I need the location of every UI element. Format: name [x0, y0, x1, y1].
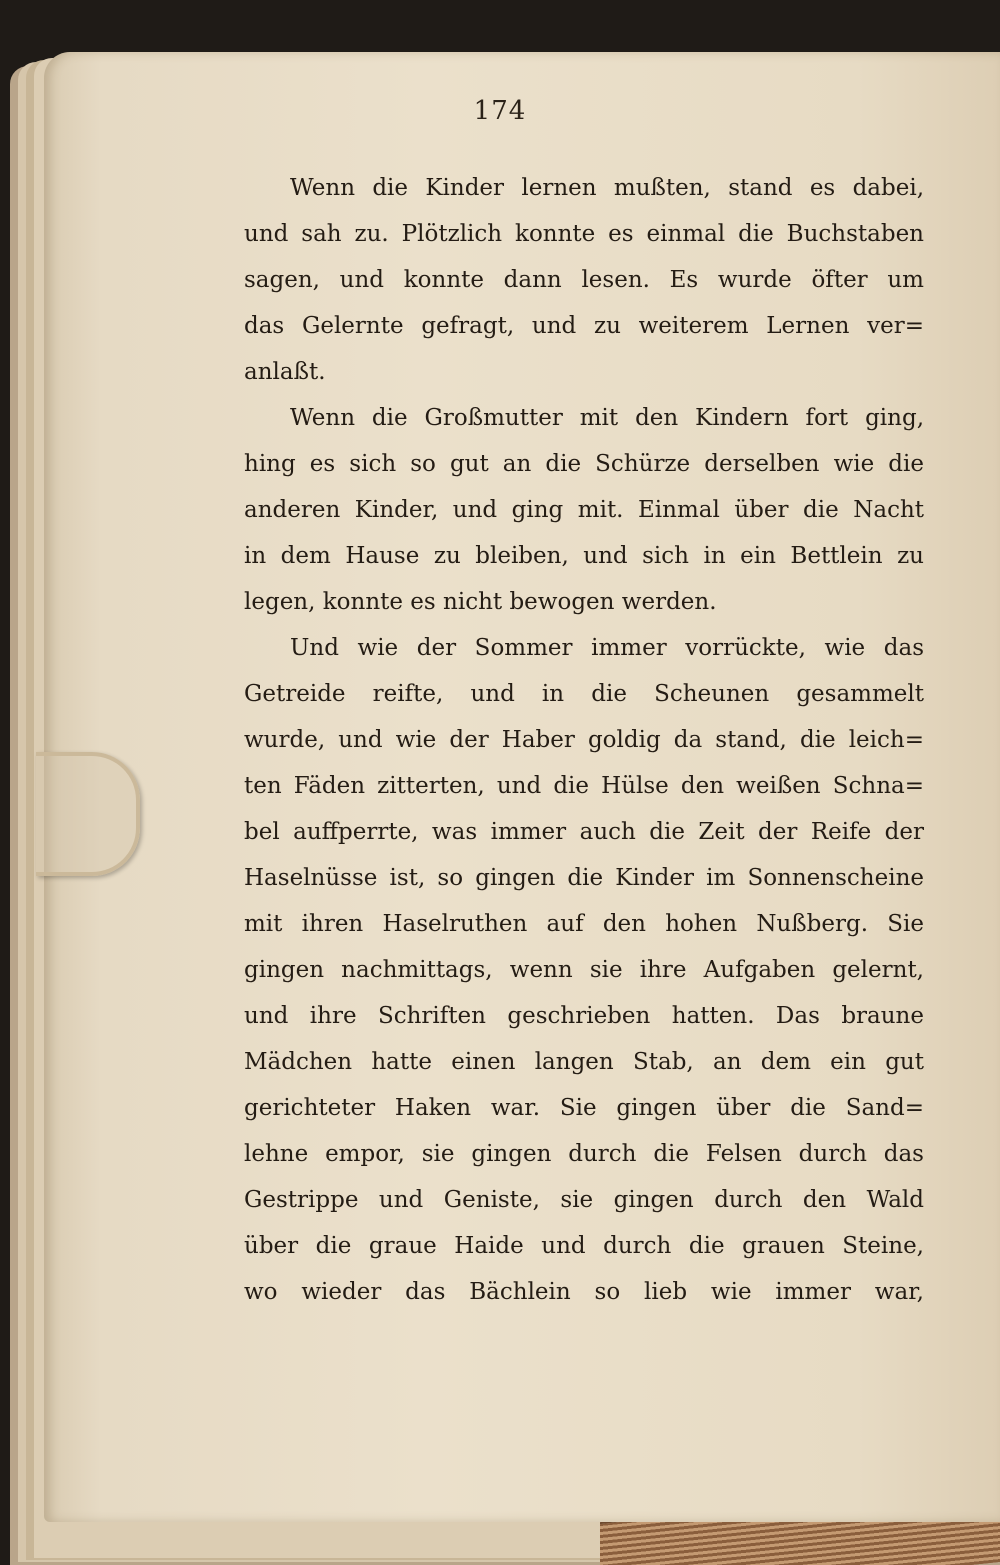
text-line: legen, konnte es nicht bewogen werden. — [244, 589, 717, 615]
text-line: Mädchen hatte einen langen Stab, an dem ein gut — [244, 1049, 924, 1075]
text-line: über die graue Haide und durch die grauen Steine, — [244, 1233, 924, 1259]
text-line: ten Fäden zitterten, und die Hülse den weißen Schna= — [244, 773, 924, 799]
text-line: das Gelernte gefragt, und zu weiterem Lernen ver= — [244, 313, 924, 339]
text-line: und ihre Schriften geschrieben hatten. Das braune — [244, 1003, 924, 1029]
text-line: wo wieder das Bächlein so lieb wie immer war, — [244, 1279, 924, 1305]
text-line: Wenn die Kinder lernen mußten, stand es dabei, — [290, 175, 924, 201]
text-line: Wenn die Großmutter mit den Kindern fort ging, — [290, 405, 924, 431]
text-line: Haselnüsse ist, so gingen die Kinder im Sonnenscheine — [244, 865, 924, 891]
text-line: anlaßt. — [244, 359, 326, 385]
text-line: Getreide reifte, und in die Scheunen gesammelt — [244, 681, 924, 707]
text-line: anderen Kinder, und ging mit. Einmal über die Nacht — [244, 497, 924, 523]
text-line: lehne empor, sie gingen durch die Felsen durch das — [244, 1141, 924, 1167]
text-line: gerichteter Haken war. Sie gingen über die Sand= — [244, 1095, 924, 1121]
text-line: Und wie der Sommer immer vorrückte, wie das — [290, 635, 924, 661]
page-number: 174 — [473, 96, 527, 126]
text-line: mit ihren Haselruthen auf den hohen Nußberg. Sie — [244, 911, 924, 937]
text-line: gingen nachmittags, wenn sie ihre Aufgaben gelernt, — [244, 957, 924, 983]
text-line: sagen, und konnte dann lesen. Es wurde öfter um — [244, 267, 924, 293]
text-line: und sah zu. Plötzlich konnte es einmal die Buchstaben — [244, 221, 924, 247]
text-line: bel auffperrte, was immer auch die Zeit der Reife der — [244, 819, 924, 845]
text-line: wurde, und wie der Haber goldig da stand, die leich= — [244, 727, 924, 753]
text-line: Gestrippe und Geniste, sie gingen durch den Wald — [244, 1187, 924, 1213]
ribbon-bookmark[interactable] — [36, 752, 140, 876]
text-line: in dem Hause zu bleiben, und sich in ein Bettlein zu — [244, 543, 924, 569]
body-text — [244, 165, 924, 1315]
text-line: hing es sich so gut an die Schürze derselben wie die — [244, 451, 924, 477]
